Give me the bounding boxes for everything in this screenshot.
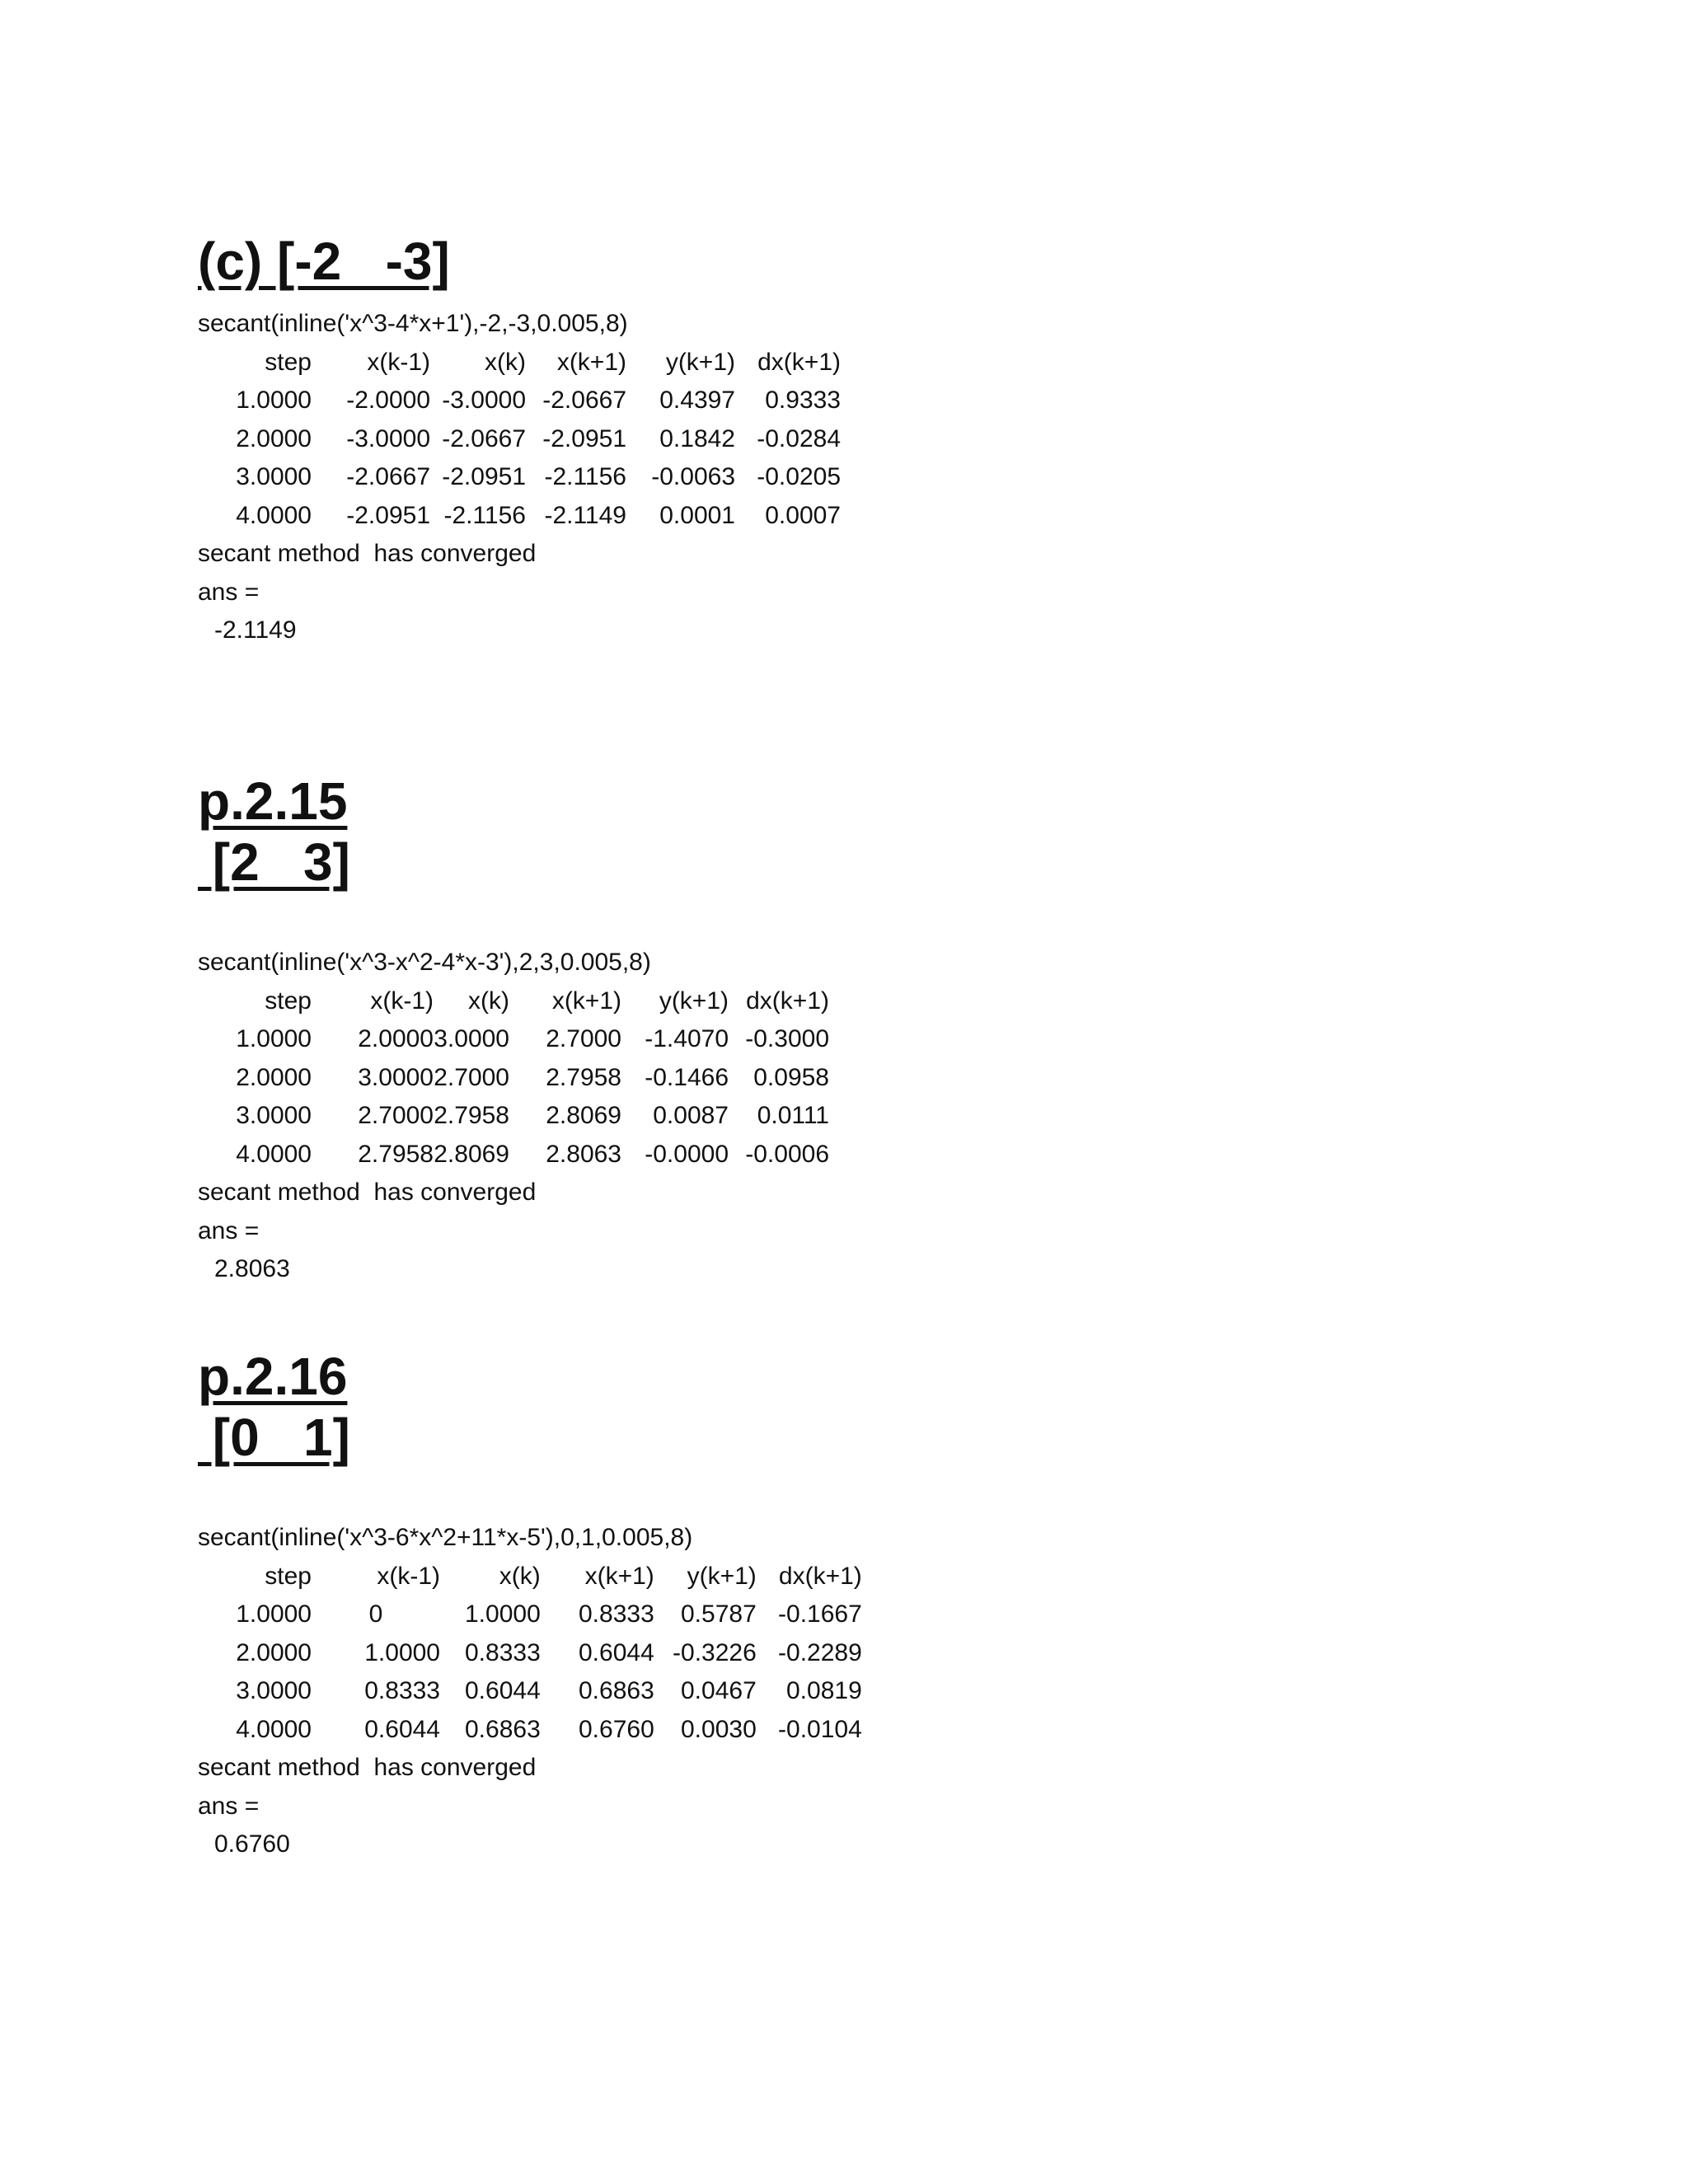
table-cell: -1.4070 bbox=[645, 1025, 729, 1053]
table-cell: 4.0000 bbox=[236, 501, 312, 529]
table-cell: -2.1156 bbox=[544, 463, 626, 491]
table-cell: -2.0667 bbox=[346, 463, 430, 491]
table-cell: -0.1667 bbox=[778, 1601, 862, 1629]
section-p215 bbox=[198, 771, 1517, 1289]
table-cell: 2.7958 bbox=[434, 1102, 509, 1130]
table-cell: -0.0205 bbox=[757, 463, 841, 491]
table-cell: 2.8069 bbox=[546, 1102, 621, 1130]
table-cell: 2.8063 bbox=[546, 1140, 621, 1168]
table-cell: 3.0000 bbox=[434, 1025, 509, 1053]
table-row bbox=[198, 1020, 829, 1059]
table-row bbox=[198, 1634, 862, 1673]
table-cell: 0.6044 bbox=[579, 1638, 654, 1666]
table-cell: -2.1149 bbox=[544, 501, 626, 529]
status-text: secant method has converged bbox=[198, 1754, 537, 1781]
table-cell: 0.0030 bbox=[681, 1715, 757, 1743]
table-cell: 2.7000 bbox=[358, 1102, 434, 1130]
table-cell: 0.0087 bbox=[653, 1102, 729, 1130]
table-cell: 0.6863 bbox=[579, 1677, 654, 1705]
table-header-row bbox=[198, 344, 841, 382]
table-cell: -2.0951 bbox=[442, 463, 526, 491]
table-cell: 2.0000 bbox=[358, 1025, 434, 1053]
table-row bbox=[198, 1711, 862, 1750]
table-cell: 3.0000 bbox=[236, 463, 312, 491]
table-row bbox=[198, 1136, 829, 1174]
ans-value: -2.1149 bbox=[214, 616, 297, 644]
column-header: x(k+1) bbox=[556, 348, 626, 376]
ans-label: ans = bbox=[198, 1792, 260, 1820]
column-header: x(k-1) bbox=[370, 987, 434, 1015]
table-cell: -2.0667 bbox=[442, 424, 526, 452]
column-header: dx(k+1) bbox=[746, 987, 829, 1015]
table-header-row bbox=[198, 982, 829, 1021]
table-cell: 2.8069 bbox=[434, 1140, 509, 1168]
table-cell: 1.0000 bbox=[236, 1601, 312, 1629]
results-table bbox=[198, 982, 829, 1174]
table-cell: 0.9333 bbox=[765, 387, 841, 415]
ans-label: ans = bbox=[198, 1216, 260, 1244]
table-cell: 3.0000 bbox=[236, 1102, 312, 1130]
table-cell: 0.4397 bbox=[659, 387, 735, 415]
table-cell: 0.0111 bbox=[757, 1102, 829, 1130]
column-header: dx(k+1) bbox=[757, 348, 841, 376]
column-header: x(k) bbox=[499, 1562, 541, 1590]
table-cell: 1.0000 bbox=[364, 1638, 440, 1666]
table-cell: 2.7000 bbox=[434, 1063, 509, 1091]
table-row bbox=[198, 497, 841, 536]
table-cell: 0.0007 bbox=[765, 501, 841, 529]
section-heading: p.2.15 bbox=[198, 771, 348, 831]
results-table bbox=[198, 1558, 862, 1750]
section-heading: p.2.16 bbox=[198, 1347, 348, 1406]
table-cell: -0.0104 bbox=[778, 1715, 862, 1743]
table-cell: 2.0000 bbox=[236, 1063, 312, 1091]
table-cell: -0.2289 bbox=[778, 1638, 862, 1666]
table-row bbox=[198, 1097, 829, 1136]
section-c bbox=[198, 231, 1517, 650]
table-cell: 0.8333 bbox=[364, 1677, 440, 1705]
table-cell: -0.3000 bbox=[745, 1025, 829, 1053]
table-cell: 2.0000 bbox=[236, 1638, 312, 1666]
table-row bbox=[198, 420, 841, 459]
table-cell: -0.3226 bbox=[673, 1638, 757, 1666]
table-cell: 0.6044 bbox=[364, 1715, 440, 1743]
table-cell: 1.0000 bbox=[236, 1025, 312, 1053]
table-cell: 2.7958 bbox=[358, 1140, 434, 1168]
table-cell: 4.0000 bbox=[236, 1140, 312, 1168]
table-cell: 0.0958 bbox=[753, 1063, 829, 1091]
table-cell: -3.0000 bbox=[346, 424, 430, 452]
column-header: x(k-1) bbox=[377, 1562, 440, 1590]
column-header: y(k+1) bbox=[665, 348, 735, 376]
table-row bbox=[198, 382, 841, 420]
table-cell: 0.8333 bbox=[579, 1601, 654, 1629]
column-header: dx(k+1) bbox=[778, 1562, 862, 1590]
table-cell: 0.5787 bbox=[681, 1601, 757, 1629]
table-cell: -0.0284 bbox=[757, 424, 841, 452]
section-subheading: [0 1] bbox=[198, 1408, 350, 1467]
table-cell: 2.7958 bbox=[546, 1063, 621, 1091]
table-row bbox=[198, 1672, 862, 1711]
column-header: y(k+1) bbox=[687, 1562, 757, 1590]
table-cell: 0.6044 bbox=[465, 1677, 541, 1705]
table-header-row bbox=[198, 1558, 862, 1596]
column-header: x(k-1) bbox=[367, 348, 430, 376]
table-row bbox=[198, 1596, 862, 1634]
table-row bbox=[198, 458, 841, 497]
table-cell: -0.0006 bbox=[745, 1140, 829, 1168]
column-header: x(k+1) bbox=[551, 987, 621, 1015]
table-cell: -2.0667 bbox=[542, 387, 626, 415]
section-p216 bbox=[198, 1346, 1517, 1864]
table-cell: 2.0000 bbox=[236, 424, 312, 452]
section-subheading: [2 3] bbox=[198, 832, 350, 892]
command-line: secant(inline('x^3-6*x^2+11*x-5'),0,1,0.005,8) bbox=[198, 1524, 693, 1551]
table-cell: 3.0000 bbox=[236, 1677, 312, 1705]
table-cell: 0.6760 bbox=[579, 1715, 654, 1743]
column-header: x(k+1) bbox=[584, 1562, 654, 1590]
status-text: secant method has converged bbox=[198, 1179, 537, 1206]
table-cell: -2.0000 bbox=[346, 387, 430, 415]
table-cell: 2.7000 bbox=[546, 1025, 621, 1053]
column-header: x(k) bbox=[485, 348, 526, 376]
column-header: y(k+1) bbox=[659, 987, 729, 1015]
table-cell: 0.1842 bbox=[659, 424, 735, 452]
column-header: step bbox=[265, 348, 312, 376]
table-cell: 1.0000 bbox=[236, 387, 312, 415]
table-cell: 0.0467 bbox=[681, 1677, 757, 1705]
column-header: step bbox=[265, 987, 312, 1015]
table-cell: 0.0001 bbox=[659, 501, 735, 529]
command-line: secant(inline('x^3-x^2-4*x-3'),2,3,0.005,8) bbox=[198, 949, 651, 976]
table-cell: -2.0951 bbox=[346, 501, 430, 529]
status-text: secant method has converged bbox=[198, 540, 537, 567]
ans-value: 2.8063 bbox=[214, 1255, 290, 1282]
table-cell: -2.1156 bbox=[443, 501, 526, 529]
table-cell: -0.1466 bbox=[645, 1063, 729, 1091]
table-cell: -2.0951 bbox=[542, 424, 626, 452]
table-cell: 0.0819 bbox=[786, 1677, 862, 1705]
section-heading: (c) [-2 -3] bbox=[198, 232, 450, 291]
table-row bbox=[198, 1059, 829, 1098]
table-cell: 0.6863 bbox=[465, 1715, 541, 1743]
table-cell: 0 bbox=[368, 1601, 383, 1629]
column-header: x(k) bbox=[468, 987, 509, 1015]
table-cell: 1.0000 bbox=[465, 1601, 541, 1629]
table-cell: -3.0000 bbox=[442, 387, 526, 415]
table-cell: 3.0000 bbox=[358, 1063, 434, 1091]
table-cell: 0.8333 bbox=[465, 1638, 541, 1666]
command-line: secant(inline('x^3-4*x+1'),-2,-3,0.005,8) bbox=[198, 310, 628, 337]
table-cell: -0.0063 bbox=[651, 463, 735, 491]
table-cell: -0.0000 bbox=[645, 1140, 729, 1168]
ans-label: ans = bbox=[198, 578, 260, 606]
column-header: step bbox=[265, 1562, 312, 1590]
results-table bbox=[198, 344, 841, 536]
table-cell: 4.0000 bbox=[236, 1715, 312, 1743]
ans-value: 0.6760 bbox=[214, 1830, 290, 1858]
